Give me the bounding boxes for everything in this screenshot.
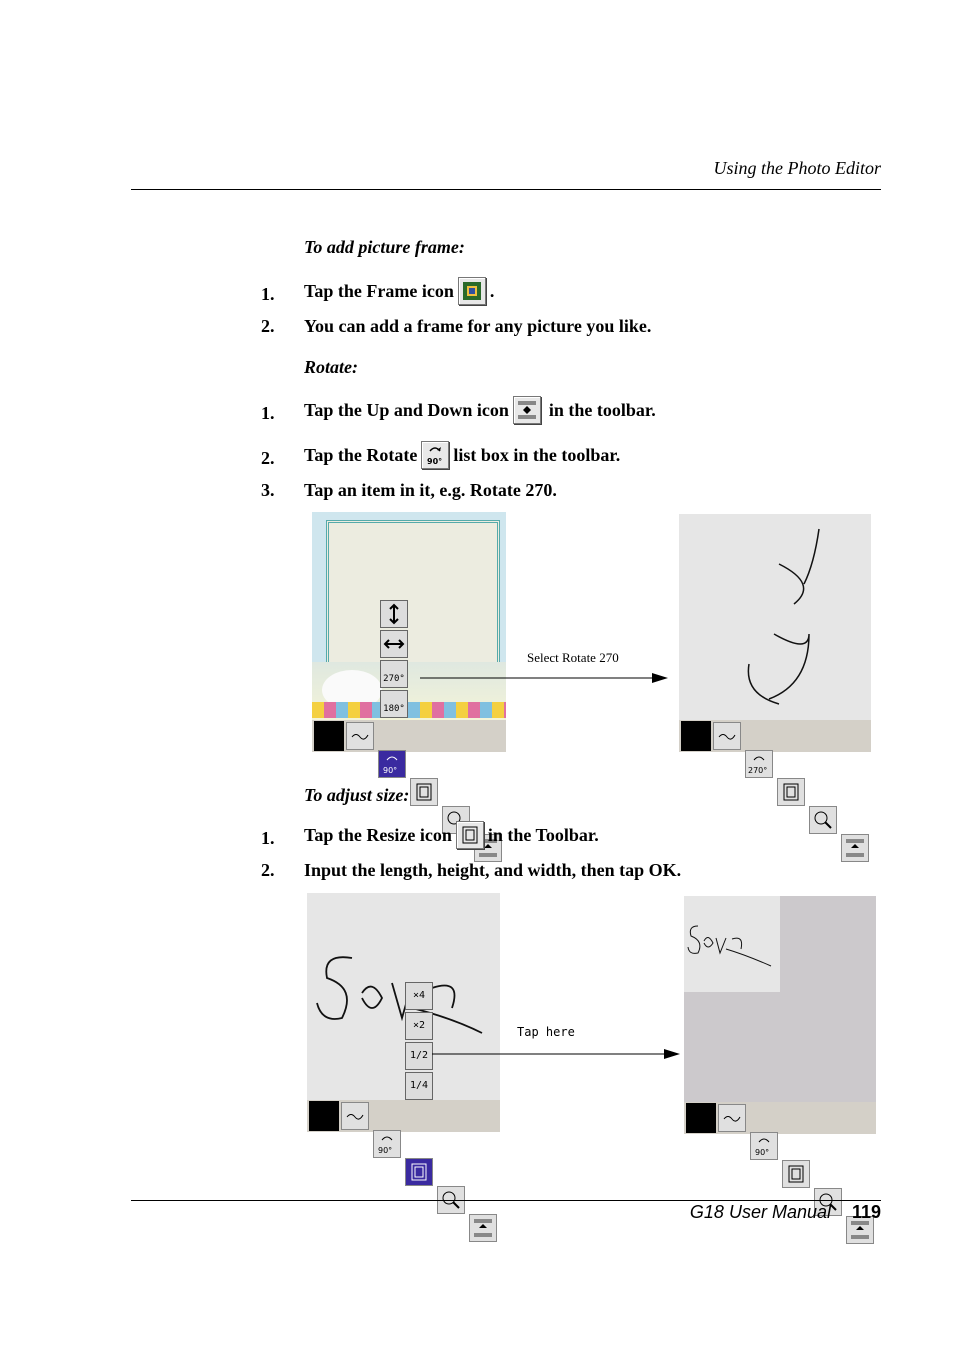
resize-x2-item[interactable]: ×2 [405,1012,433,1040]
rotate-callout: Select Rotate 270 [527,650,619,665]
handwriting-large [312,948,492,1028]
flip-horizontal-icon[interactable] [380,630,408,658]
rotate-270-item[interactable]: 270° [380,660,408,688]
svg-text:90°: 90° [755,1148,770,1157]
resize-step-1-text: Tap the Resize icon [304,824,452,845]
resize-step-2-num: 2. [261,860,275,880]
resize-icon[interactable] [777,778,805,806]
rotate-90-button[interactable] [373,1130,401,1158]
resized-canvas [684,896,780,992]
rotate-step-1-num: 1. [261,403,275,423]
resize-after-screenshot [684,896,876,1157]
rotate-step-3-text: Tap an item in it, e.g. Rotate 270. [304,480,557,500]
resize-step-2-text: Input the length, height, and width, then tap OK. [304,860,682,880]
frame-step-2-text: You can add a frame for any picture you like. [304,316,652,336]
resize-step-1-suffix: in the Toolbar. [487,824,599,845]
rotate-step-3-num: 3. [261,480,275,500]
rotate-step-2-text: Tap the Rotate [304,444,418,465]
resize-arrow [432,1046,682,1062]
resize-callout: Tap here [517,1025,575,1039]
flip-vertical-icon[interactable] [380,600,408,628]
frame-step-1 [304,276,494,306]
up-down-icon-toolbar[interactable] [469,1214,497,1242]
page-number: 119 [851,1202,881,1222]
up-down-icon [513,396,541,424]
rotate-listbox-button[interactable] [378,750,406,778]
flowers-image [312,702,506,718]
rotate-arrow [420,670,670,686]
zoom-icon[interactable] [809,806,837,834]
rotate-90-button[interactable] [750,1132,778,1160]
resize-step-2 [304,860,681,881]
running-header: Using the Photo Editor [713,158,881,178]
toolbar-before [312,720,506,775]
toolbar-after [679,720,871,775]
frame-step-1-num: 1. [261,284,275,304]
resize-half-item[interactable]: 1/2 [405,1042,433,1070]
resize-heading: To adjust size: [304,785,410,805]
resize-icon[interactable] [782,1160,810,1188]
resize-icon[interactable] [410,778,438,806]
rotate-180-item[interactable]: 180° [380,690,408,718]
rotate-step-1-suffix: in the toolbar. [548,399,656,420]
rotate-before-screenshot [312,512,506,775]
rotate-step-2 [304,440,620,470]
rotate-step-1 [304,395,656,425]
color-swatch [681,721,711,751]
resize-step-1 [304,820,599,850]
svg-text:90°: 90° [383,766,398,775]
toolbar-resize-before [307,1100,500,1155]
rotate-step-2-suffix: list box in the toolbar. [453,444,621,465]
footer-rule [131,1200,881,1201]
line-tool-icon[interactable] [718,1104,746,1132]
frame-step-2 [304,316,651,337]
rotate-step-2-num: 2. [261,448,275,468]
resize-before-screenshot [307,893,500,1155]
toolbar-resize-after [684,1102,876,1157]
resize-button-selected[interactable] [405,1158,433,1186]
frame-step-1-suffix: . [489,280,495,301]
footer-title: G18 User Manual [689,1202,831,1222]
svg-text:270°: 270° [748,766,768,775]
resize-icon [456,821,484,849]
resize-step-1-num: 1. [261,828,275,848]
frame-heading: To add picture frame: [304,237,465,257]
frame-icon [458,277,486,305]
color-swatch [686,1103,716,1133]
frame-step-1-text: Tap the Frame icon [304,280,454,301]
handwriting-rotated [719,524,849,714]
resize-quarter-item[interactable]: 1/4 [405,1072,433,1100]
up-down-icon-toolbar[interactable] [841,834,869,862]
frame-step-2-num: 2. [261,316,275,336]
svg-text:90°: 90° [427,457,443,466]
rotate-after-screenshot [679,514,871,775]
rotate-90-icon [421,441,449,469]
color-swatch [309,1101,339,1131]
svg-text:90°: 90° [378,1146,393,1155]
rotate-heading: Rotate: [304,357,358,377]
line-tool-icon[interactable] [346,722,374,750]
line-tool-icon[interactable] [341,1102,369,1130]
rotate-step-1-text: Tap the Up and Down icon [304,399,509,420]
rotate-step-3 [304,480,557,501]
handwriting-small [686,921,776,971]
rotate-270-button[interactable] [745,750,773,778]
line-tool-icon[interactable] [713,722,741,750]
header-rule [131,189,881,190]
resize-x4-item[interactable]: ×4 [405,982,433,1010]
color-swatch [314,721,344,751]
